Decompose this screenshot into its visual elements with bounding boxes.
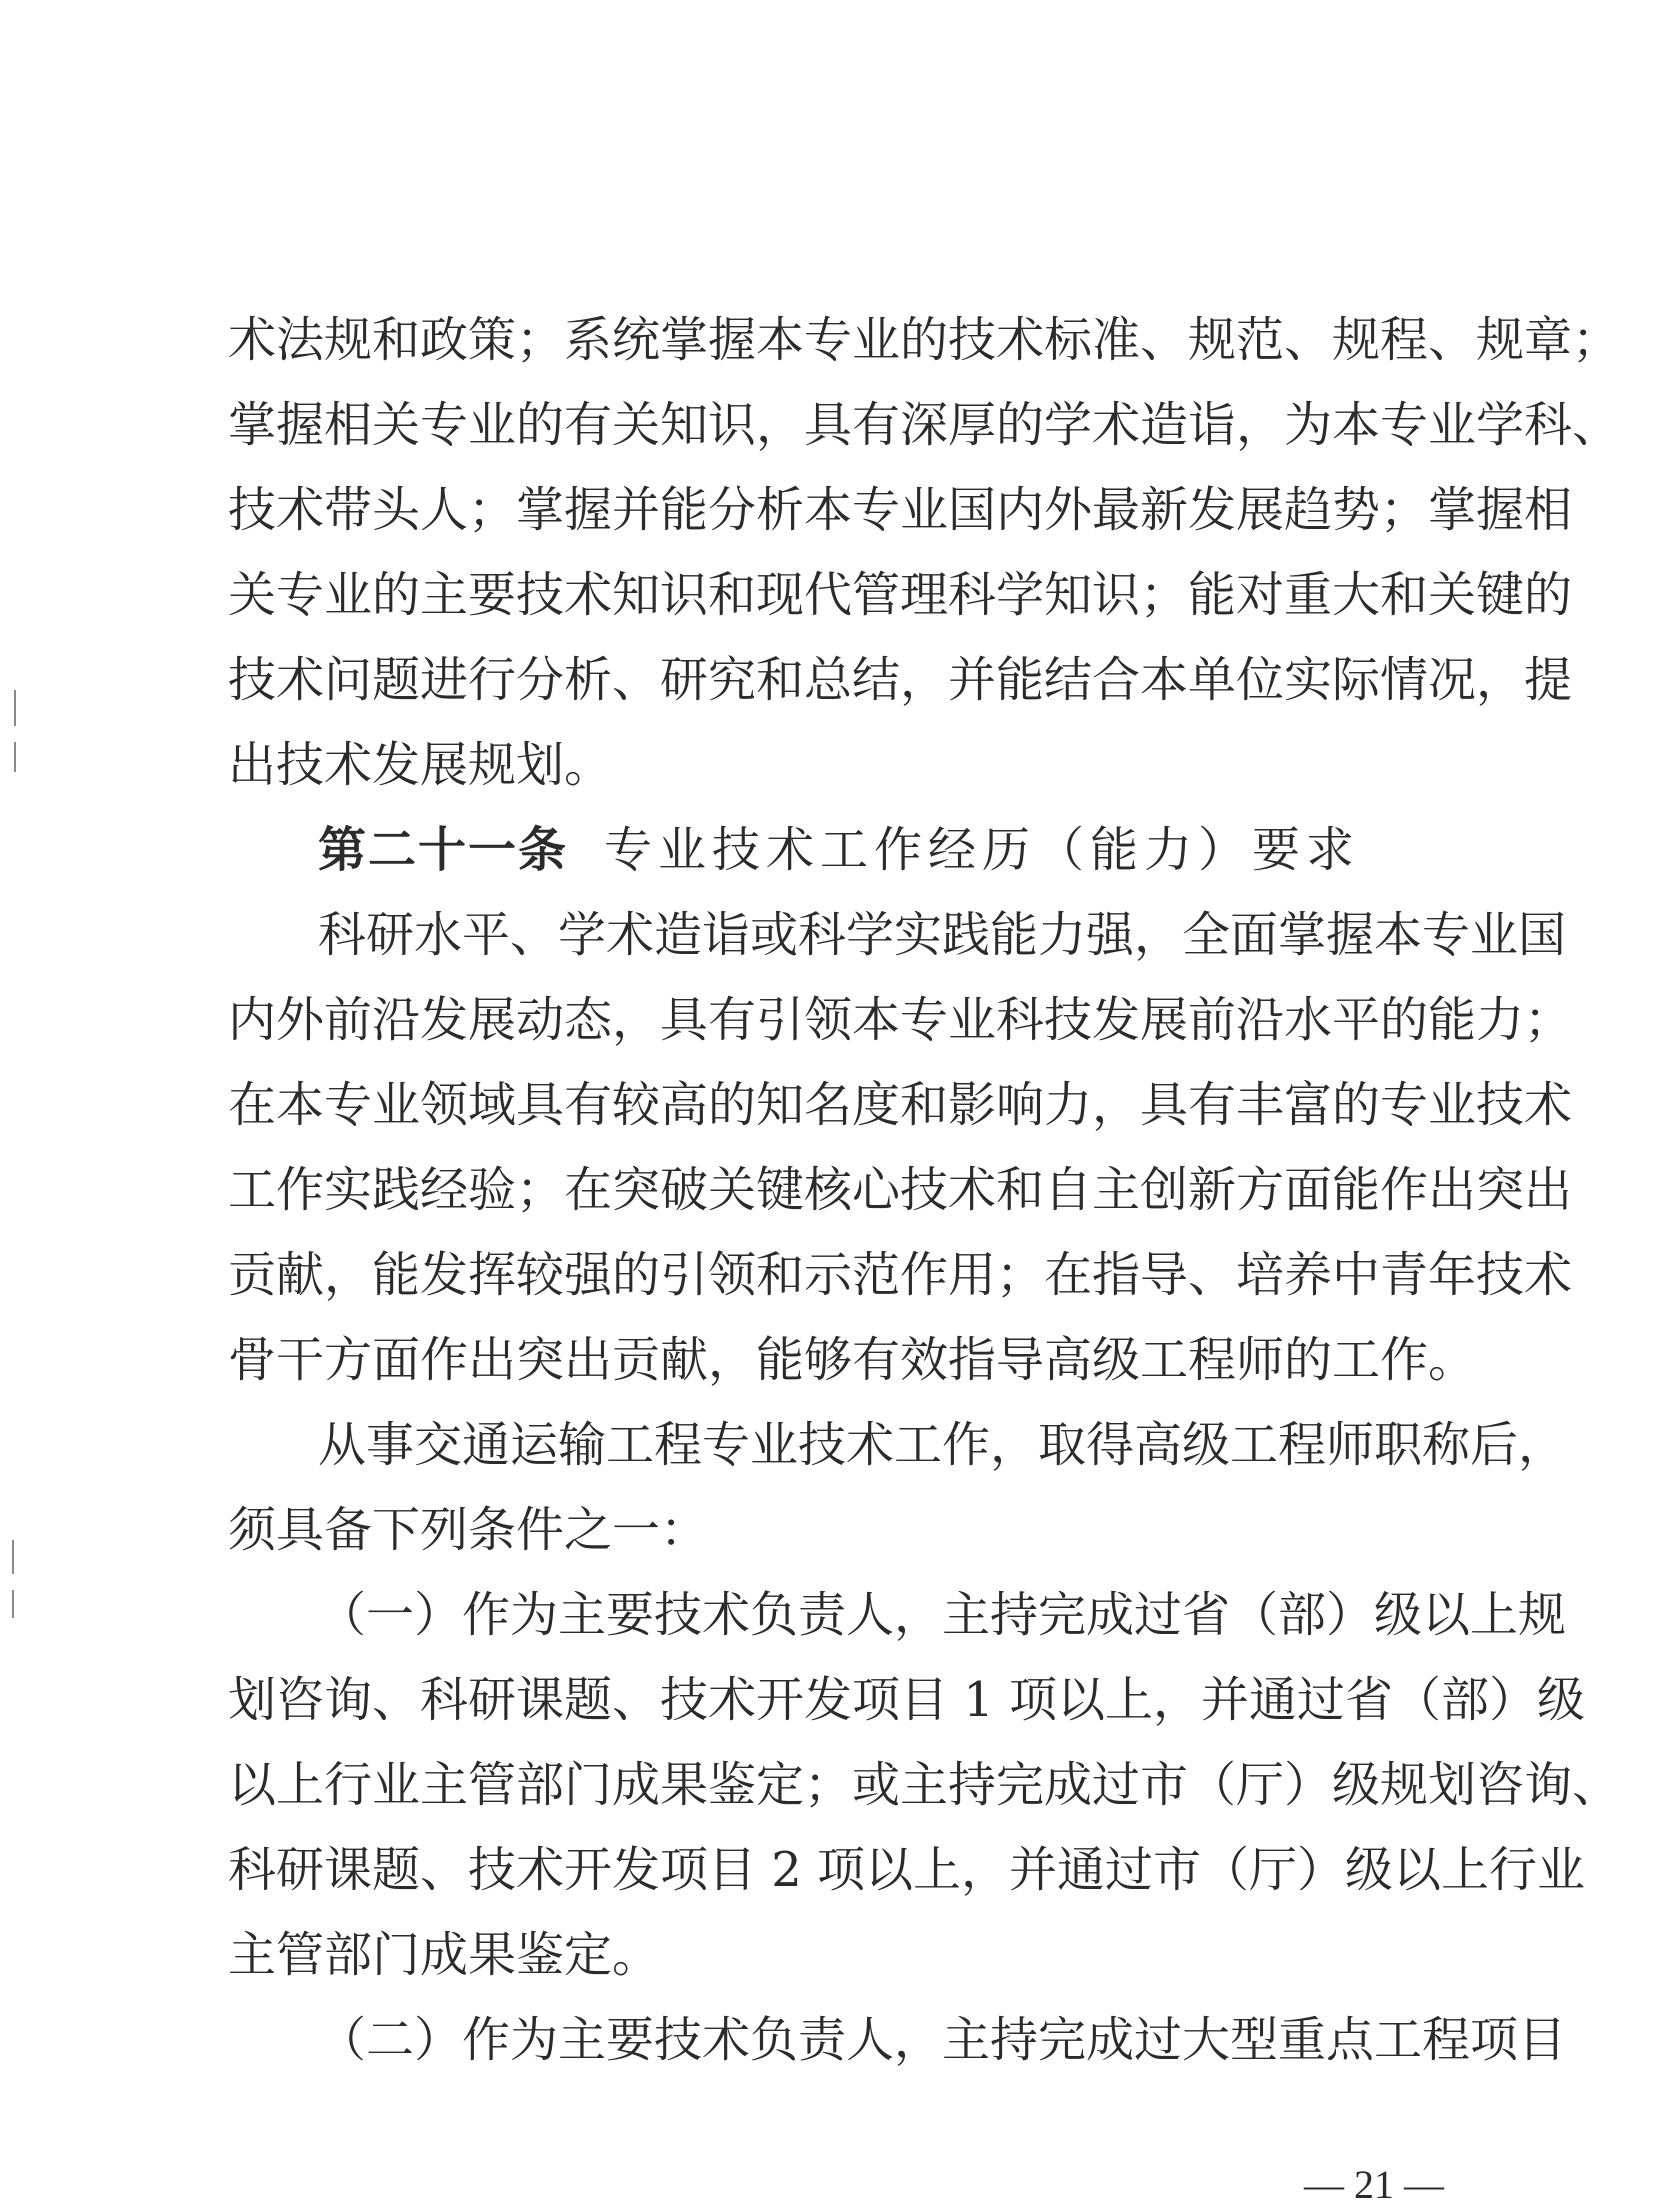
paragraph-line: 在本专业领域具有较高的知名度和影响力，具有丰富的专业技术 bbox=[228, 1077, 1573, 1133]
paragraph-line: 工作实践经验；在突破关键核心技术和自主创新方面能作出突出 bbox=[228, 1162, 1573, 1218]
paragraph-line: 术法规和政策；系统掌握本专业的技术标准、规范、规程、规章； bbox=[228, 312, 1621, 368]
paragraph-line: 关专业的主要技术知识和现代管理科学知识；能对重大和关键的 bbox=[228, 567, 1573, 623]
paragraph-line: 掌握相关专业的有关知识，具有深厚的学术造诣，为本专业学科、 bbox=[228, 397, 1621, 453]
paragraph-line: 技术带头人；掌握并能分析本专业国内外最新发展趋势；掌握相 bbox=[228, 482, 1573, 538]
page-number: — 21 — bbox=[1304, 2162, 1444, 2207]
scan-mark bbox=[14, 742, 16, 772]
paragraph-line: 科研水平、学术造诣或科学实践能力强，全面掌握本专业国 bbox=[318, 907, 1567, 963]
list-item-line: 科研课题、技术开发项目 2 项以上，并通过市（厅）级以上行业 bbox=[228, 1842, 1586, 1898]
paragraph-line: 骨干方面作出突出贡献，能够有效指导高级工程师的工作。 bbox=[228, 1332, 1477, 1388]
paragraph-line: 技术问题进行分析、研究和总结，并能结合本单位实际情况，提 bbox=[228, 652, 1573, 708]
paragraph-line: 须具备下列条件之一： bbox=[228, 1502, 709, 1558]
list-item-line: 划咨询、科研课题、技术开发项目 1 项以上，并通过省（部）级 bbox=[228, 1672, 1586, 1728]
article-number: 第二十一条 bbox=[318, 822, 569, 878]
scan-mark bbox=[12, 1540, 14, 1574]
paragraph-line: 从事交通运输工程专业技术工作，取得高级工程师职称后， bbox=[318, 1417, 1567, 1473]
paragraph-line: 出技术发展规划。 bbox=[228, 737, 613, 793]
list-item-line: （一）作为主要技术负责人，主持完成过省（部）级以上规 bbox=[318, 1587, 1567, 1643]
list-item-line: 主管部门成果鉴定。 bbox=[228, 1927, 661, 1983]
list-item-line: 以上行业主管部门成果鉴定；或主持完成过市（厅）级规划咨询、 bbox=[228, 1757, 1621, 1813]
article-title: 专业技术工作经历（能力）要求 bbox=[604, 822, 1361, 878]
paragraph-line: 内外前沿发展动态，具有引领本专业科技发展前沿水平的能力； bbox=[228, 992, 1573, 1048]
scan-mark bbox=[12, 1590, 14, 1618]
scan-mark bbox=[14, 690, 16, 726]
article-heading bbox=[318, 822, 1360, 878]
paragraph-line: 贡献，能发挥较强的引领和示范作用；在指导、培养中青年技术 bbox=[228, 1247, 1573, 1303]
list-item-line: （二）作为主要技术负责人，主持完成过大型重点工程项目 bbox=[318, 2012, 1567, 2068]
